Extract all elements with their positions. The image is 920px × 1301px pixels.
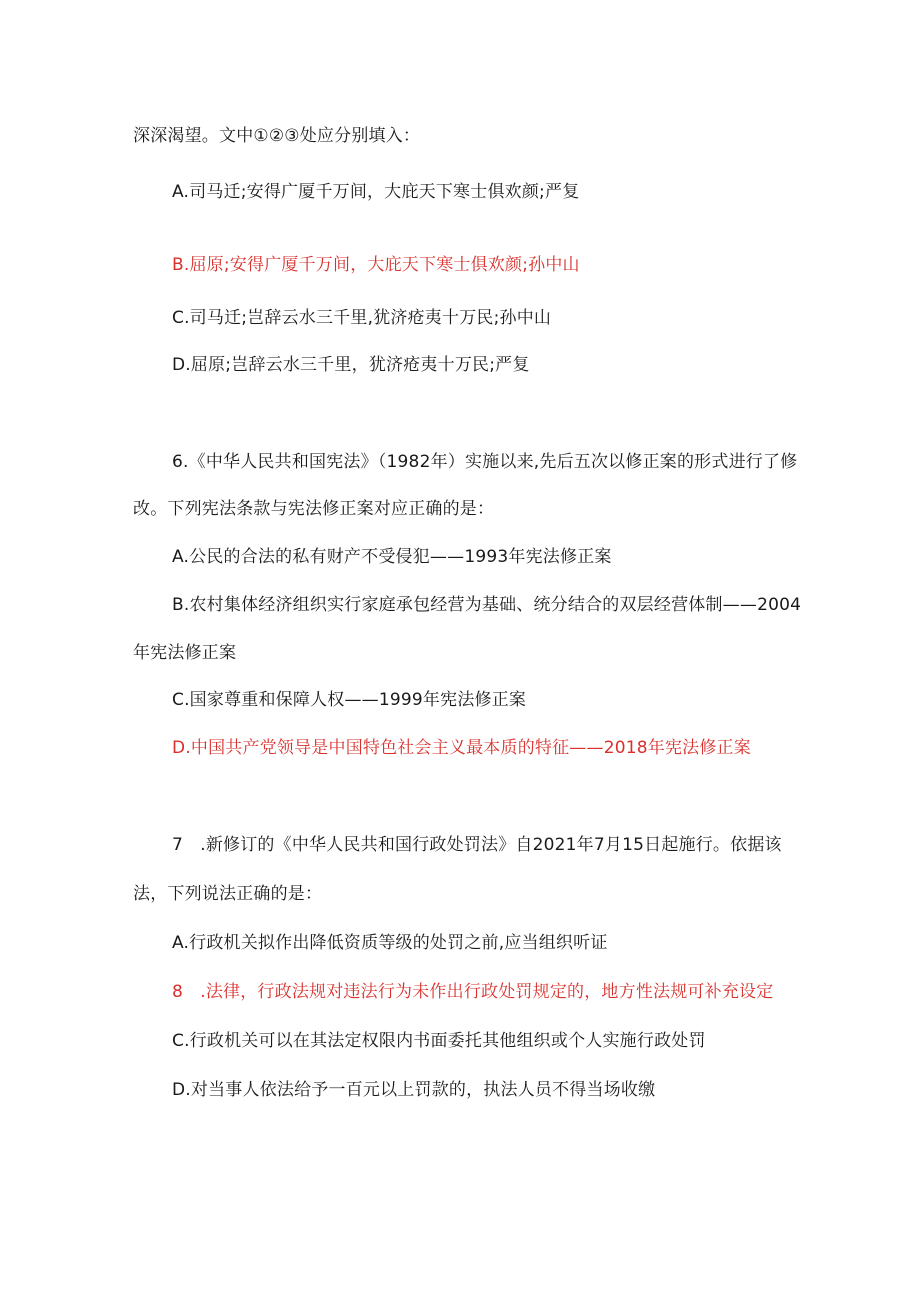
q6-stem-line2: 改。下列宪法条款与宪法修正案对应正确的是： <box>133 499 495 519</box>
q7-option-c: C.行政机关可以在其法定权限内书面委托其他组织或个人实施行政处罚 <box>172 1031 706 1051</box>
q6-option-b-cont: 年宪法修正案 <box>133 643 237 663</box>
q5-option-a: A.司马迁;安得广厦千万间，大庇天下寒士俱欢颜;严复 <box>172 182 580 202</box>
q5-option-d: D.屈原;岂辞云水三千里，犹济疮夷十万民;严复 <box>172 355 530 375</box>
q7-option-d: D.对当事人依法给予一百元以上罚款的，执法人员不得当场收缴 <box>172 1080 656 1100</box>
q6-option-d-answer: D.中国共产党领导是中国特色社会主义最本质的特征——2018年宪法修正案 <box>172 738 751 758</box>
q6-option-b: B.农村集体经济组织实行家庭承包经营为基础、统分结合的双层经营体制——2004 <box>172 595 802 615</box>
q7-stem-line2: 法，下列说法正确的是： <box>133 884 323 904</box>
q7-option-b-answer: 8 .法律，行政法规对违法行为未作出行政处罚规定的，地方性法规可补充设定 <box>172 982 774 1002</box>
q5-stem-tail: 深深渴望。文中①②③处应分别填入： <box>133 126 421 146</box>
q5-option-c: C.司马迁;岂辞云水三千里,犹济疮夷十万民;孙中山 <box>172 308 552 328</box>
q6-option-a: A.公民的合法的私有财产不受侵犯——1993年宪法修正案 <box>172 547 612 567</box>
q5-option-b-answer: B.屈原;安得广厦千万间，大庇天下寒士俱欢颜;孙中山 <box>172 255 580 275</box>
q6-option-c: C.国家尊重和保障人权——1999年宪法修正案 <box>172 690 527 710</box>
q6-stem-line1: 6.《中华人民共和国宪法》（1982年）实施以来,先后五次以修正案的形式进行了修 <box>172 452 798 472</box>
q7-option-a: A.行政机关拟作出降低资质等级的处罚之前,应当组织听证 <box>172 933 608 953</box>
q7-stem-line1: 7 .新修订的《中华人民共和国行政处罚法》自2021年7月15日起施行。依据该 <box>172 835 782 855</box>
